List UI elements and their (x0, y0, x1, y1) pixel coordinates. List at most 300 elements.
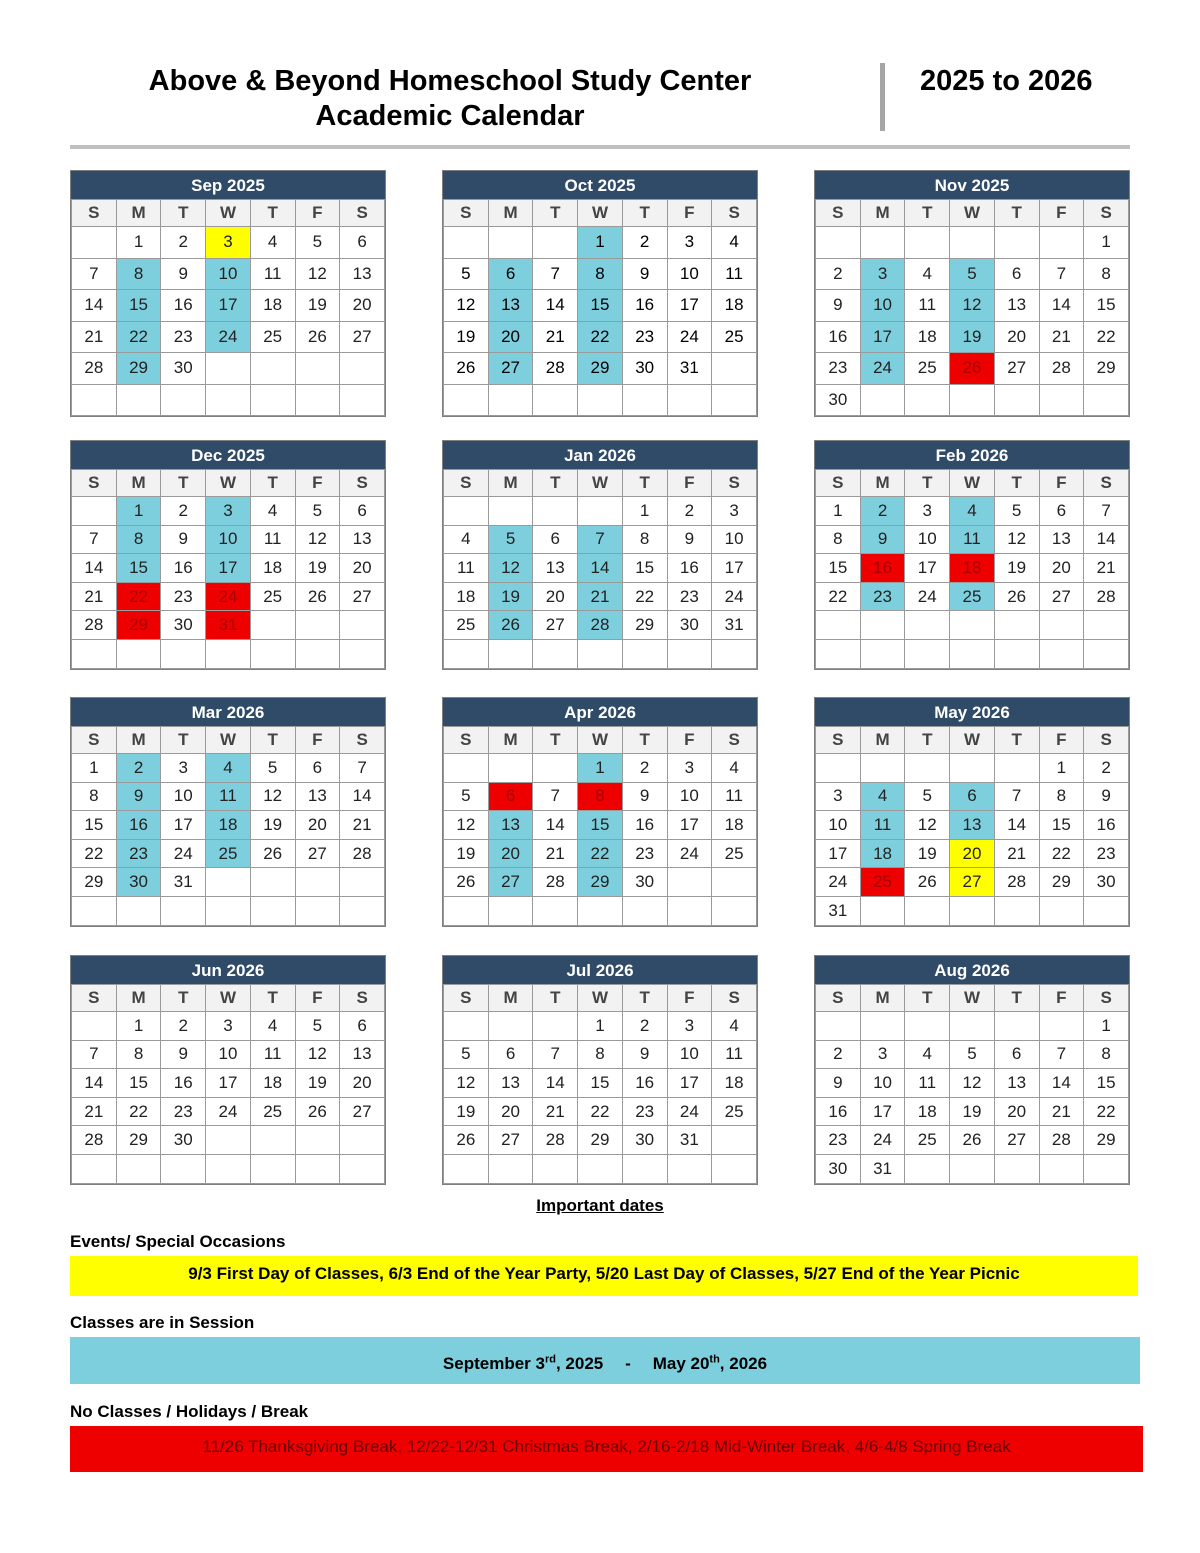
month-title: Oct 2025 (443, 171, 757, 199)
weekday-header: S (1084, 470, 1129, 497)
empty-cell (206, 868, 251, 897)
day-cell: 16 (622, 290, 667, 322)
day-cell: 26 (444, 1126, 489, 1155)
day-cell: 1 (816, 497, 861, 526)
day-cell: 6 (1039, 497, 1084, 526)
day-cell: 21 (578, 582, 623, 611)
day-cell: 18 (250, 554, 295, 583)
weekday-header: W (950, 200, 995, 227)
empty-cell (578, 497, 623, 526)
day-cell: 7 (533, 782, 578, 811)
empty-cell (860, 227, 905, 259)
day-cell: 25 (712, 321, 757, 353)
day-cell: 29 (116, 1126, 161, 1155)
empty-cell (72, 896, 117, 925)
weekday-header: T (622, 727, 667, 754)
empty-cell (206, 639, 251, 668)
day-cell: 23 (622, 1097, 667, 1126)
session-bar (70, 1337, 1140, 1384)
year-range: 2025 to 2026 (920, 65, 1093, 97)
day-cell: 29 (1039, 868, 1084, 897)
day-cell: 19 (295, 1069, 340, 1098)
day-cell: 7 (533, 258, 578, 290)
weekday-header: W (950, 985, 995, 1012)
day-cell: 20 (994, 321, 1039, 353)
day-cell: 21 (1039, 1097, 1084, 1126)
empty-cell (860, 754, 905, 783)
day-cell: 29 (116, 611, 161, 640)
empty-cell (950, 1012, 995, 1041)
day-cell: 23 (1084, 839, 1129, 868)
day-cell: 23 (622, 321, 667, 353)
weekday-header: W (206, 470, 251, 497)
day-cell: 8 (116, 258, 161, 290)
day-cell: 20 (488, 839, 533, 868)
day-cell: 25 (712, 839, 757, 868)
day-cell: 24 (206, 321, 251, 353)
empty-cell (994, 896, 1039, 925)
weekday-header: W (950, 470, 995, 497)
title-block (140, 64, 950, 134)
day-cell: 9 (161, 1040, 206, 1069)
weekday-header: S (444, 985, 489, 1012)
empty-cell (667, 1154, 712, 1183)
day-cell: 29 (1084, 1126, 1129, 1155)
weekday-header: W (206, 727, 251, 754)
empty-cell (340, 353, 385, 385)
day-cell: 18 (250, 1069, 295, 1098)
empty-cell (488, 384, 533, 416)
breaks-text: 11/26 Thanksgiving Break, 12/22-12/31 Christmas Break, 2/16-2/18 Mid-Winter Break, 4/6-4/8 Spring Break (202, 1437, 1011, 1456)
day-cell: 14 (994, 811, 1039, 840)
day-cell: 2 (161, 1012, 206, 1041)
day-cell: 16 (1084, 811, 1129, 840)
day-cell: 13 (488, 290, 533, 322)
day-cell: 15 (116, 554, 161, 583)
weekday-header: F (1039, 985, 1084, 1012)
day-cell: 19 (295, 290, 340, 322)
empty-cell (950, 1154, 995, 1183)
day-cell: 22 (116, 1097, 161, 1126)
empty-cell (444, 227, 489, 259)
day-cell: 2 (816, 258, 861, 290)
empty-cell (340, 1154, 385, 1183)
month-calendar (442, 955, 758, 1185)
empty-cell (860, 611, 905, 640)
weekday-header: T (905, 200, 950, 227)
day-cell: 7 (533, 1040, 578, 1069)
day-cell: 31 (860, 1154, 905, 1183)
day-cell: 18 (250, 290, 295, 322)
empty-cell (950, 384, 995, 416)
empty-cell (667, 868, 712, 897)
day-cell: 1 (116, 1012, 161, 1041)
empty-cell (1084, 896, 1129, 925)
weekday-header: M (116, 470, 161, 497)
empty-cell (340, 896, 385, 925)
day-cell: 3 (667, 227, 712, 259)
empty-cell (72, 1154, 117, 1183)
day-cell: 14 (72, 1069, 117, 1098)
day-cell: 20 (533, 582, 578, 611)
month-calendar (442, 440, 758, 670)
day-cell: 7 (72, 525, 117, 554)
empty-cell (816, 754, 861, 783)
weekday-header: S (1084, 200, 1129, 227)
day-cell: 26 (905, 868, 950, 897)
day-cell: 5 (994, 497, 1039, 526)
empty-cell (1039, 611, 1084, 640)
day-cell: 16 (816, 1097, 861, 1126)
weekday-header: F (667, 470, 712, 497)
weekday-header: S (72, 200, 117, 227)
day-cell: 1 (1084, 227, 1129, 259)
empty-cell (994, 611, 1039, 640)
day-cell: 24 (206, 582, 251, 611)
day-cell: 24 (667, 321, 712, 353)
empty-cell (533, 384, 578, 416)
empty-cell (250, 611, 295, 640)
day-cell: 1 (1084, 1012, 1129, 1041)
weekday-header: S (72, 470, 117, 497)
day-cell: 15 (1039, 811, 1084, 840)
day-cell: 25 (905, 353, 950, 385)
day-cell: 13 (950, 811, 995, 840)
day-cell: 19 (950, 1097, 995, 1126)
day-cell: 21 (994, 839, 1039, 868)
empty-cell (860, 639, 905, 668)
day-cell: 21 (1084, 554, 1129, 583)
day-cell: 22 (116, 321, 161, 353)
day-cell: 12 (295, 1040, 340, 1069)
empty-cell (295, 1154, 340, 1183)
empty-cell (295, 384, 340, 416)
day-cell: 27 (950, 868, 995, 897)
weekday-header: F (295, 727, 340, 754)
empty-cell (950, 896, 995, 925)
day-cell: 4 (712, 227, 757, 259)
empty-cell (578, 639, 623, 668)
day-cell: 3 (667, 754, 712, 783)
month-title: May 2026 (815, 698, 1129, 726)
empty-cell (116, 896, 161, 925)
weekday-header: F (1039, 470, 1084, 497)
day-cell: 9 (667, 525, 712, 554)
month-title: Sep 2025 (71, 171, 385, 199)
empty-cell (905, 1154, 950, 1183)
empty-cell (295, 896, 340, 925)
day-cell: 12 (295, 258, 340, 290)
empty-cell (533, 227, 578, 259)
day-cell: 16 (161, 290, 206, 322)
empty-cell (905, 639, 950, 668)
day-cell: 20 (295, 811, 340, 840)
day-cell: 29 (578, 1126, 623, 1155)
empty-cell (533, 1154, 578, 1183)
month-calendar (70, 440, 386, 670)
day-cell: 20 (1039, 554, 1084, 583)
day-cell: 23 (816, 1126, 861, 1155)
day-cell: 2 (860, 497, 905, 526)
day-cell: 5 (444, 258, 489, 290)
day-cell: 28 (1039, 1126, 1084, 1155)
day-cell: 13 (488, 1069, 533, 1098)
day-cell: 17 (860, 1097, 905, 1126)
day-cell: 3 (667, 1012, 712, 1041)
empty-cell (72, 1012, 117, 1041)
day-cell: 12 (295, 525, 340, 554)
weekday-header: W (578, 985, 623, 1012)
month-calendar (70, 697, 386, 927)
day-cell: 20 (488, 321, 533, 353)
day-cell: 31 (667, 353, 712, 385)
day-cell: 4 (905, 1040, 950, 1069)
empty-cell (340, 384, 385, 416)
day-cell: 24 (905, 582, 950, 611)
day-cell: 23 (622, 839, 667, 868)
day-cell: 3 (161, 754, 206, 783)
important-dates-heading: Important dates (536, 1196, 664, 1215)
day-cell: 17 (905, 554, 950, 583)
day-cell: 12 (444, 1069, 489, 1098)
weekday-header: S (816, 727, 861, 754)
day-cell: 11 (712, 1040, 757, 1069)
day-cell: 25 (860, 868, 905, 897)
empty-cell (712, 639, 757, 668)
day-cell: 8 (622, 525, 667, 554)
day-cell: 9 (161, 258, 206, 290)
day-cell: 15 (816, 554, 861, 583)
day-cell: 30 (622, 868, 667, 897)
day-cell: 7 (72, 258, 117, 290)
day-cell: 7 (1039, 1040, 1084, 1069)
weekday-header: S (1084, 985, 1129, 1012)
day-cell: 22 (816, 582, 861, 611)
day-cell: 26 (444, 353, 489, 385)
day-cell: 10 (816, 811, 861, 840)
weekday-header: M (488, 470, 533, 497)
empty-cell (994, 384, 1039, 416)
empty-cell (295, 868, 340, 897)
weekday-header: W (206, 200, 251, 227)
day-cell: 31 (206, 611, 251, 640)
empty-cell (622, 639, 667, 668)
day-cell: 8 (1084, 258, 1129, 290)
day-cell: 22 (116, 582, 161, 611)
day-cell: 25 (444, 611, 489, 640)
session-label: Classes are in Session (70, 1313, 255, 1332)
empty-cell (667, 896, 712, 925)
day-cell: 12 (488, 554, 533, 583)
day-cell: 21 (72, 1097, 117, 1126)
page-title: Above & Beyond Homeschool Study Center (148, 65, 752, 97)
day-cell: 26 (295, 582, 340, 611)
day-cell: 21 (340, 811, 385, 840)
day-cell: 28 (533, 1126, 578, 1155)
day-cell: 11 (206, 782, 251, 811)
day-cell: 21 (533, 1097, 578, 1126)
month-title: Dec 2025 (71, 441, 385, 469)
day-cell: 1 (578, 1012, 623, 1041)
empty-cell (622, 896, 667, 925)
empty-cell (994, 639, 1039, 668)
day-cell: 8 (578, 1040, 623, 1069)
empty-cell (250, 1126, 295, 1155)
month-calendar (70, 170, 386, 417)
empty-cell (816, 639, 861, 668)
day-cell: 26 (950, 1126, 995, 1155)
weekday-header: T (533, 985, 578, 1012)
empty-cell (161, 1154, 206, 1183)
day-cell: 11 (250, 1040, 295, 1069)
day-cell: 19 (488, 582, 533, 611)
empty-cell (488, 497, 533, 526)
day-cell: 30 (622, 1126, 667, 1155)
day-cell: 20 (950, 839, 995, 868)
day-cell: 24 (161, 839, 206, 868)
day-cell: 31 (161, 868, 206, 897)
empty-cell (816, 1012, 861, 1041)
empty-cell (905, 384, 950, 416)
day-cell: 14 (1084, 525, 1129, 554)
day-cell: 20 (340, 1069, 385, 1098)
day-cell: 30 (622, 353, 667, 385)
day-cell: 29 (116, 353, 161, 385)
day-cell: 16 (622, 811, 667, 840)
weekday-header: W (950, 727, 995, 754)
weekday-header: T (622, 200, 667, 227)
day-cell: 22 (1039, 839, 1084, 868)
empty-cell (533, 1012, 578, 1041)
day-cell: 8 (1039, 782, 1084, 811)
day-cell: 27 (340, 1097, 385, 1126)
weekday-header: S (444, 200, 489, 227)
empty-cell (444, 754, 489, 783)
day-cell: 4 (444, 525, 489, 554)
weekday-header: F (295, 200, 340, 227)
empty-cell (1084, 1154, 1129, 1183)
day-cell: 5 (444, 1040, 489, 1069)
day-cell: 6 (295, 754, 340, 783)
empty-cell (1039, 384, 1084, 416)
day-cell: 24 (860, 353, 905, 385)
day-cell: 23 (816, 353, 861, 385)
day-cell: 13 (340, 258, 385, 290)
day-cell: 28 (994, 868, 1039, 897)
day-cell: 3 (905, 497, 950, 526)
empty-cell (533, 497, 578, 526)
day-cell: 31 (667, 1126, 712, 1155)
day-cell: 5 (950, 1040, 995, 1069)
day-cell: 10 (206, 525, 251, 554)
day-cell: 11 (712, 258, 757, 290)
empty-cell (206, 384, 251, 416)
day-cell: 10 (161, 782, 206, 811)
empty-cell (488, 1154, 533, 1183)
month-calendar (442, 697, 758, 927)
day-cell: 7 (578, 525, 623, 554)
day-cell: 14 (340, 782, 385, 811)
day-cell: 14 (72, 554, 117, 583)
day-cell: 3 (712, 497, 757, 526)
day-cell: 7 (1039, 258, 1084, 290)
weekday-header: W (578, 470, 623, 497)
day-cell: 18 (206, 811, 251, 840)
day-cell: 6 (994, 1040, 1039, 1069)
empty-cell (994, 227, 1039, 259)
empty-cell (1039, 896, 1084, 925)
day-cell: 15 (116, 1069, 161, 1098)
empty-cell (206, 896, 251, 925)
day-cell: 5 (295, 227, 340, 259)
day-cell: 11 (712, 782, 757, 811)
day-cell: 25 (905, 1126, 950, 1155)
page-header (70, 60, 1130, 150)
day-cell: 21 (533, 321, 578, 353)
day-cell: 15 (72, 811, 117, 840)
month-calendar (814, 440, 1130, 670)
day-cell: 30 (816, 384, 861, 416)
day-cell: 26 (250, 839, 295, 868)
month-calendar (814, 955, 1130, 1185)
day-cell: 8 (578, 782, 623, 811)
weekday-header: S (816, 470, 861, 497)
day-cell: 23 (161, 1097, 206, 1126)
empty-cell (1039, 1154, 1084, 1183)
weekday-header: T (533, 200, 578, 227)
day-cell: 17 (667, 1069, 712, 1098)
day-cell: 4 (250, 497, 295, 526)
day-cell: 6 (533, 525, 578, 554)
weekday-header: S (712, 470, 757, 497)
breaks-bar (70, 1426, 1143, 1472)
weekday-header: M (116, 727, 161, 754)
day-cell: 2 (116, 754, 161, 783)
empty-cell (444, 1012, 489, 1041)
empty-cell (488, 639, 533, 668)
day-cell: 19 (444, 321, 489, 353)
day-cell: 4 (860, 782, 905, 811)
day-cell: 26 (994, 582, 1039, 611)
day-cell: 6 (488, 1040, 533, 1069)
day-cell: 30 (161, 611, 206, 640)
day-cell: 9 (860, 525, 905, 554)
empty-cell (72, 497, 117, 526)
day-cell: 13 (295, 782, 340, 811)
empty-cell (667, 639, 712, 668)
day-cell: 12 (250, 782, 295, 811)
weekday-header: S (340, 985, 385, 1012)
day-cell: 6 (488, 258, 533, 290)
empty-cell (444, 497, 489, 526)
empty-cell (444, 384, 489, 416)
empty-cell (1084, 611, 1129, 640)
day-cell: 14 (1039, 290, 1084, 322)
month-title: Feb 2026 (815, 441, 1129, 469)
weekday-header: M (860, 985, 905, 1012)
empty-cell (250, 896, 295, 925)
weekday-header: F (667, 985, 712, 1012)
empty-cell (533, 754, 578, 783)
weekday-header: W (578, 727, 623, 754)
weekday-header: S (816, 200, 861, 227)
empty-cell (1084, 639, 1129, 668)
weekday-header: T (622, 470, 667, 497)
day-cell: 19 (444, 839, 489, 868)
weekday-header: S (340, 470, 385, 497)
day-cell: 17 (860, 321, 905, 353)
day-cell: 8 (116, 1040, 161, 1069)
